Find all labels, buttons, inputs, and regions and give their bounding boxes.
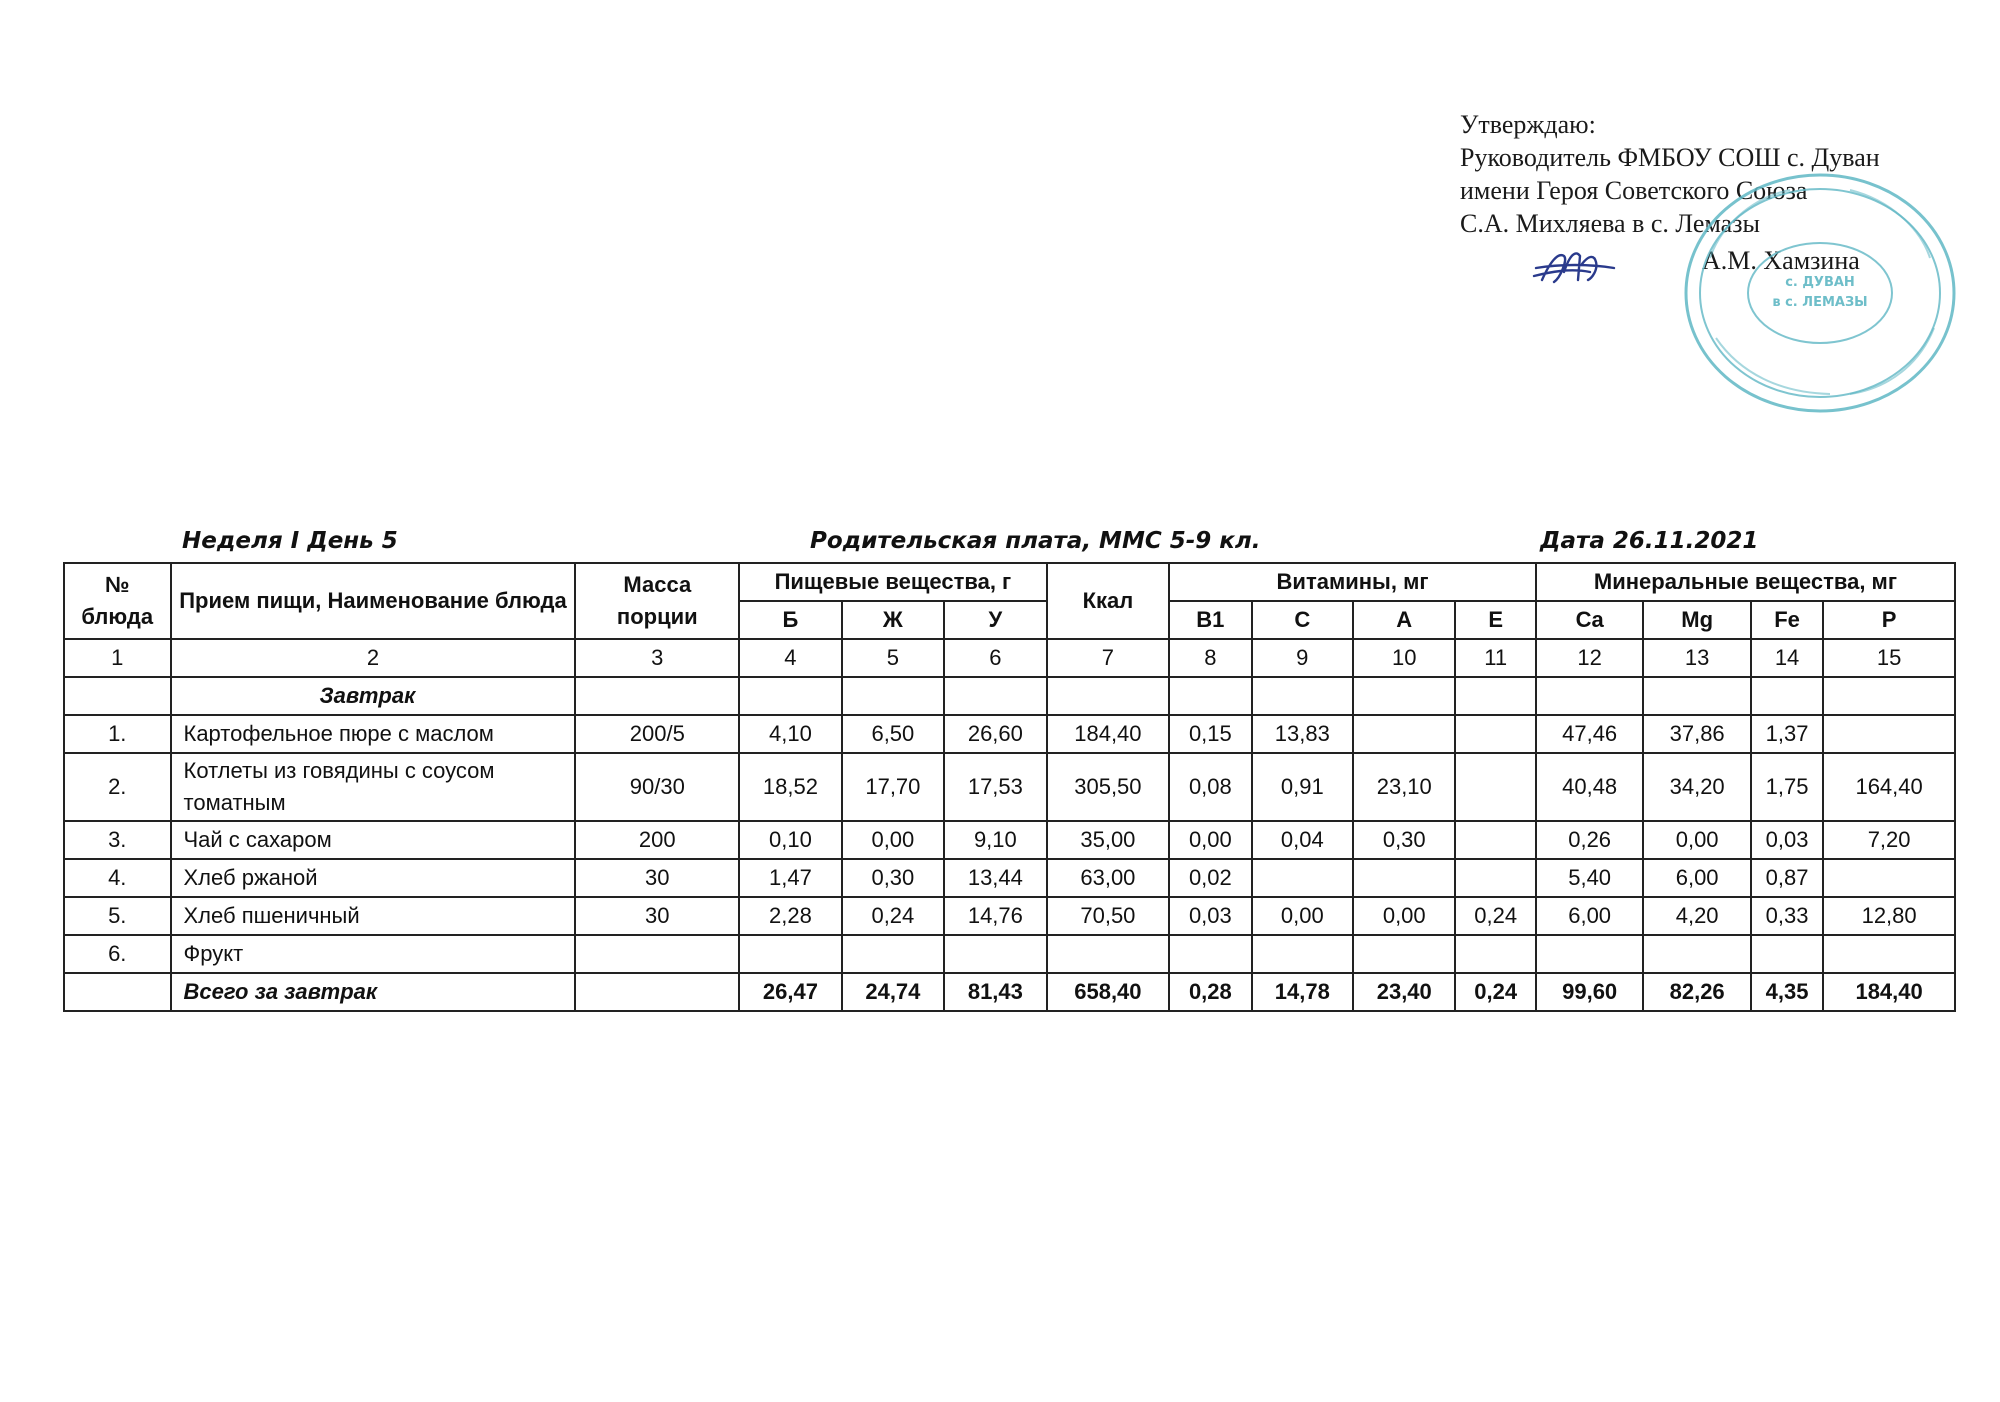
table-cell: 37,86 [1643, 715, 1751, 753]
director-name: А.М. Хамзина [1702, 246, 1860, 275]
header-dish-number: № блюда [64, 563, 171, 639]
column-number: 10 [1353, 639, 1455, 677]
menu-heading [0, 528, 2000, 560]
dish-name: Чай с сахаром [171, 821, 576, 859]
table-cell [1643, 935, 1751, 973]
table-cell: 40,48 [1536, 753, 1644, 821]
column-number: 13 [1643, 639, 1751, 677]
dish-number: 3. [64, 821, 171, 859]
table-cell: 17,53 [944, 753, 1047, 821]
table-cell: 0,03 [1751, 821, 1823, 859]
total-cell: 0,24 [1455, 973, 1535, 1011]
table-cell: 0,24 [842, 897, 944, 935]
table-cell [1643, 677, 1751, 715]
column-number: 4 [739, 639, 841, 677]
table-cell [1455, 821, 1535, 859]
table-cell: 6,00 [1643, 859, 1751, 897]
table-cell: 0,08 [1169, 753, 1251, 821]
header-carbs: У [944, 601, 1047, 639]
total-cell [575, 973, 739, 1011]
total-cell: 24,74 [842, 973, 944, 1011]
table-cell [1353, 715, 1455, 753]
header-kcal: Ккал [1047, 563, 1170, 639]
column-number: 6 [944, 639, 1047, 677]
header-magnesium: Mg [1643, 601, 1751, 639]
table-cell: 0,00 [842, 821, 944, 859]
table-cell [842, 677, 944, 715]
header-vitamin-b1: В1 [1169, 601, 1251, 639]
table-cell: 0,26 [1536, 821, 1644, 859]
portion-mass: 200/5 [575, 715, 739, 753]
table-row [64, 753, 1955, 821]
table-cell [842, 935, 944, 973]
table-cell: 2,28 [739, 897, 841, 935]
header-vitamin-e: Е [1455, 601, 1535, 639]
total-cell: 99,60 [1536, 973, 1644, 1011]
column-number: 3 [575, 639, 739, 677]
table-cell: 164,40 [1823, 753, 1955, 821]
total-row [64, 973, 1955, 1011]
header-fat: Ж [842, 601, 944, 639]
table-cell: 0,15 [1169, 715, 1251, 753]
table-cell: 0,03 [1169, 897, 1251, 935]
table-cell [1252, 935, 1353, 973]
table-cell: 6,50 [842, 715, 944, 753]
section-title: Завтрак [171, 677, 576, 715]
approval-label: Утверждаю: [1460, 110, 1596, 139]
table-cell: 0,24 [1455, 897, 1535, 935]
table-cell: 14,76 [944, 897, 1047, 935]
table-cell [1252, 859, 1353, 897]
header-calcium: Ca [1536, 601, 1644, 639]
dish-name: Котлеты из говядины с соусом томатным [171, 753, 576, 821]
table-cell [739, 935, 841, 973]
table-cell: 4,20 [1643, 897, 1751, 935]
total-cell: 82,26 [1643, 973, 1751, 1011]
dish-name: Хлеб пшеничный [171, 897, 576, 935]
table-cell [1751, 935, 1823, 973]
table-cell: 0,04 [1252, 821, 1353, 859]
portion-mass: 30 [575, 897, 739, 935]
table-cell [1252, 677, 1353, 715]
table-cell [1823, 715, 1955, 753]
column-number: 11 [1455, 639, 1535, 677]
table-cell: 12,80 [1823, 897, 1955, 935]
table-cell: 0,10 [739, 821, 841, 859]
portion-mass: 200 [575, 821, 739, 859]
approval-school: имени Героя Советского Союза [1460, 176, 1808, 205]
table-cell: 6,00 [1536, 897, 1644, 935]
table-cell [1455, 859, 1535, 897]
column-number: 2 [171, 639, 576, 677]
dish-name: Фрукт [171, 935, 576, 973]
header-dish-name: Прием пищи, Наименование блюда [171, 563, 576, 639]
table-cell: 47,46 [1536, 715, 1644, 753]
approval-position: Руководитель ФМБОУ СОШ с. Дуван [1460, 143, 1880, 172]
table-cell: 0,00 [1643, 821, 1751, 859]
header-minerals: Минеральные вещества, мг [1536, 563, 1955, 601]
section-row [64, 677, 1955, 715]
total-cell: 184,40 [1823, 973, 1955, 1011]
table-cell: 5,40 [1536, 859, 1644, 897]
header-nutrients: Пищевые вещества, г [739, 563, 1046, 601]
table-cell: 35,00 [1047, 821, 1170, 859]
column-number-row [64, 639, 1955, 677]
table-cell [1455, 753, 1535, 821]
table-cell: 9,10 [944, 821, 1047, 859]
stamp-text-line2: в с. ЛЕМАЗЫ [1772, 295, 1868, 310]
header-phosphorus: P [1823, 601, 1955, 639]
table-cell: 7,20 [1823, 821, 1955, 859]
dish-name: Картофельное пюре с маслом [171, 715, 576, 753]
table-cell [1169, 935, 1251, 973]
total-cell: 26,47 [739, 973, 841, 1011]
total-cell: 4,35 [1751, 973, 1823, 1011]
table-cell: 0,00 [1353, 897, 1455, 935]
table-cell [1047, 935, 1170, 973]
table-cell: 17,70 [842, 753, 944, 821]
menu-title: Родительская плата, ММС 5-9 кл. [810, 528, 1261, 554]
table-cell [1455, 935, 1535, 973]
dish-number: 6. [64, 935, 171, 973]
table-cell: 1,75 [1751, 753, 1823, 821]
column-number: 9 [1252, 639, 1353, 677]
menu-date: Дата 26.11.2021 [1540, 528, 1759, 554]
header-iron: Fe [1751, 601, 1823, 639]
dish-rows [64, 715, 1955, 973]
table-cell [944, 935, 1047, 973]
table-cell: 26,60 [944, 715, 1047, 753]
table-cell [1353, 677, 1455, 715]
table-cell: 0,91 [1252, 753, 1353, 821]
table-cell: 1,47 [739, 859, 841, 897]
table-cell [1455, 715, 1535, 753]
table-cell [1169, 677, 1251, 715]
table-cell [64, 677, 171, 715]
table-cell [1536, 935, 1644, 973]
table-cell [1823, 935, 1955, 973]
table-row [64, 821, 1955, 859]
total-cell: 14,78 [1252, 973, 1353, 1011]
total-cell: 23,40 [1353, 973, 1455, 1011]
table-cell: 0,87 [1751, 859, 1823, 897]
stamp-text-line1: с. ДУВАН [1785, 275, 1855, 290]
column-number: 8 [1169, 639, 1251, 677]
table-cell: 0,33 [1751, 897, 1823, 935]
table-row [64, 859, 1955, 897]
approval-school-location: С.А. Михляева в с. Лемазы [1460, 209, 1760, 238]
total-cell: 81,43 [944, 973, 1047, 1011]
header-vitamins: Витамины, мг [1169, 563, 1536, 601]
dish-name: Хлеб ржаной [171, 859, 576, 897]
table-cell: 18,52 [739, 753, 841, 821]
portion-mass: 90/30 [575, 753, 739, 821]
table-cell: 70,50 [1047, 897, 1170, 935]
table-cell: 0,00 [1169, 821, 1251, 859]
portion-mass [575, 935, 739, 973]
table-cell [944, 677, 1047, 715]
column-number: 12 [1536, 639, 1644, 677]
table-cell: 34,20 [1643, 753, 1751, 821]
menu-table [63, 562, 1956, 1012]
column-number: 1 [64, 639, 171, 677]
header-vitamin-a: А [1353, 601, 1455, 639]
table-cell: 13,83 [1252, 715, 1353, 753]
dish-number: 1. [64, 715, 171, 753]
dish-number: 5. [64, 897, 171, 935]
table-cell [739, 677, 841, 715]
column-number: 7 [1047, 639, 1170, 677]
table-cell: 305,50 [1047, 753, 1170, 821]
table-cell: 0,30 [1353, 821, 1455, 859]
column-number: 15 [1823, 639, 1955, 677]
header-portion-mass: Масса порции [575, 563, 739, 639]
school-stamp [1680, 168, 1960, 418]
table-cell [1353, 859, 1455, 897]
table-row [64, 897, 1955, 935]
table-cell: 13,44 [944, 859, 1047, 897]
signature-icon [1530, 242, 1618, 290]
table-cell: 0,00 [1252, 897, 1353, 935]
table-cell: 184,40 [1047, 715, 1170, 753]
dish-number: 2. [64, 753, 171, 821]
total-cell: 658,40 [1047, 973, 1170, 1011]
table-cell [1047, 677, 1170, 715]
total-label: Всего за завтрак [171, 973, 576, 1011]
header-vitamin-c: С [1252, 601, 1353, 639]
table-cell [1823, 677, 1955, 715]
table-cell: 23,10 [1353, 753, 1455, 821]
table-cell: 1,37 [1751, 715, 1823, 753]
table-cell [1455, 677, 1535, 715]
table-cell [1353, 935, 1455, 973]
table-row [64, 715, 1955, 753]
portion-mass: 30 [575, 859, 739, 897]
dish-number: 4. [64, 859, 171, 897]
table-cell: 0,02 [1169, 859, 1251, 897]
table-cell [1751, 677, 1823, 715]
table-cell [575, 677, 739, 715]
table-cell: 4,10 [739, 715, 841, 753]
column-number: 14 [1751, 639, 1823, 677]
week-day-label: Неделя I День 5 [182, 528, 398, 554]
table-cell: 0,30 [842, 859, 944, 897]
column-number: 5 [842, 639, 944, 677]
header-protein: Б [739, 601, 841, 639]
table-row [64, 935, 1955, 973]
total-cell [64, 973, 171, 1011]
table-cell [1823, 859, 1955, 897]
table-cell: 63,00 [1047, 859, 1170, 897]
total-cell: 0,28 [1169, 973, 1251, 1011]
table-cell [1536, 677, 1644, 715]
